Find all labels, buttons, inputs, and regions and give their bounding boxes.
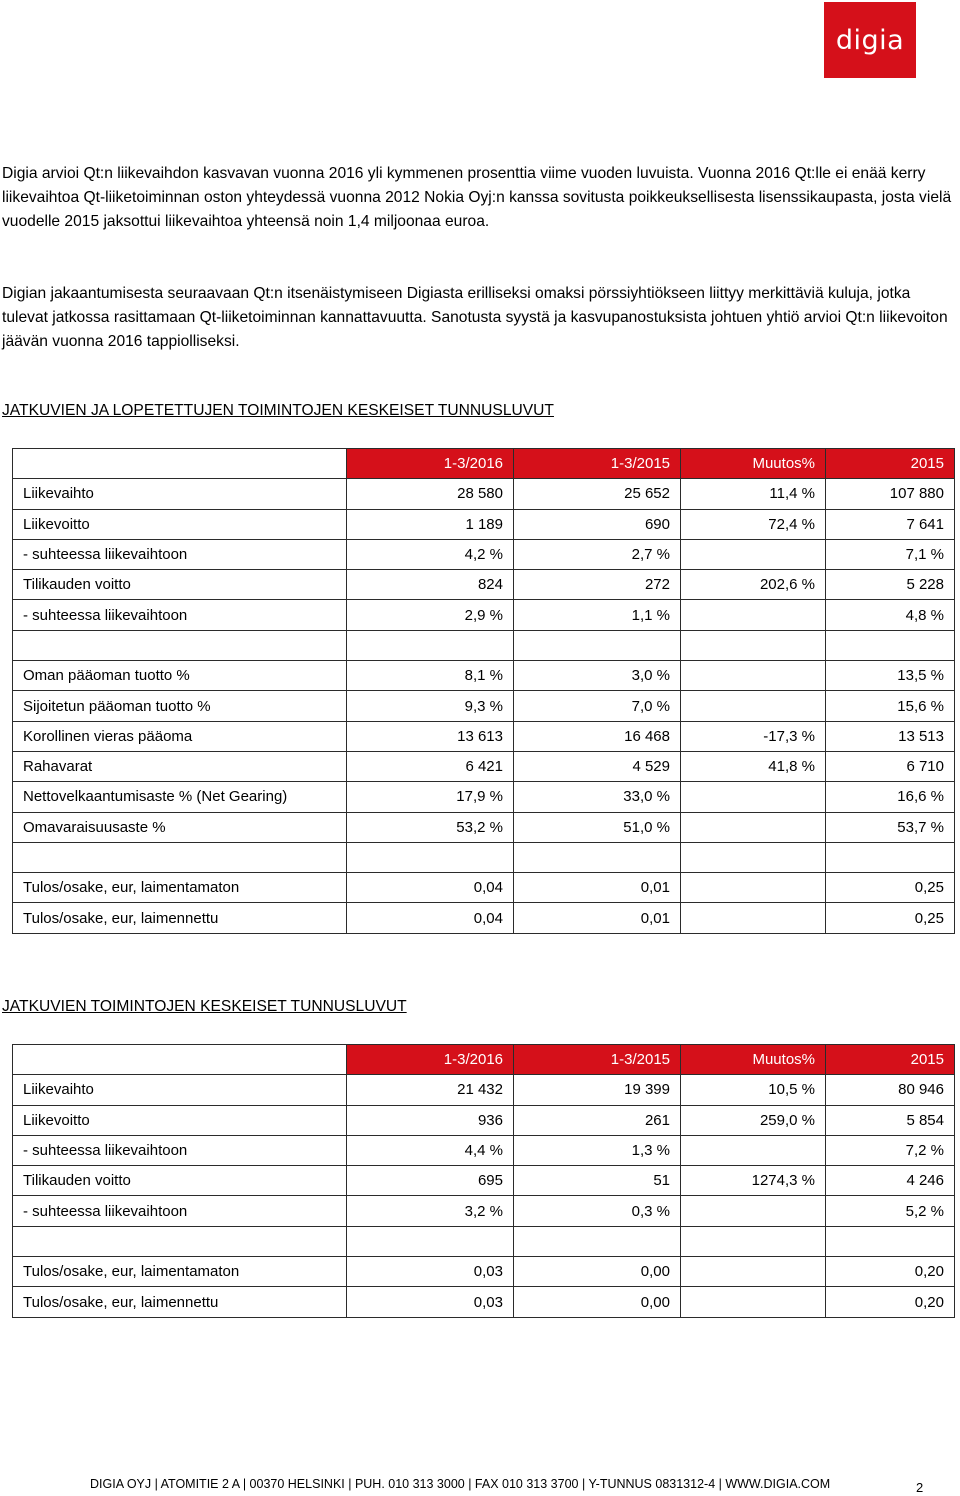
value-cell: 3,0 % [514,661,681,691]
row-label: Oman pääoman tuotto % [13,661,347,691]
value-cell: 51,0 % [514,812,681,842]
column-header: 1-3/2015 [514,1045,681,1075]
table1-title: JATKUVIEN JA LOPETETTUJEN TOIMINTOJEN KESKEISET TUNNUSLUVUT [2,402,554,419]
value-cell: 19 399 [514,1075,681,1105]
column-header: Muutos% [681,1045,826,1075]
value-cell: 17,9 % [347,782,514,812]
row-label: - suhteessa liikevaihtoon [13,600,347,630]
value-cell: 690 [514,509,681,539]
value-cell: 13 613 [347,721,514,751]
value-cell: 695 [347,1166,514,1196]
value-cell [514,630,681,660]
value-cell: 7,1 % [826,539,955,569]
table-row [13,812,955,842]
row-label: Rahavarat [13,751,347,781]
value-cell: 25 652 [514,479,681,509]
value-cell: 16 468 [514,721,681,751]
value-cell: 0,04 [347,873,514,903]
value-cell [347,842,514,872]
table-row [13,539,955,569]
table-row [13,509,955,539]
logo-text: digia [835,24,905,56]
value-cell [514,1226,681,1256]
value-cell: 0,00 [514,1257,681,1287]
column-header: 1-3/2015 [514,449,681,479]
value-cell [347,630,514,660]
table-row [13,1135,955,1165]
value-cell: 10,5 % [681,1075,826,1105]
value-cell [681,873,826,903]
value-cell: 0,03 [347,1257,514,1287]
value-cell: 0,01 [514,903,681,933]
row-label: - suhteessa liikevaihtoon [13,1196,347,1226]
value-cell [347,1226,514,1256]
value-cell: 7,2 % [826,1135,955,1165]
table-row [13,1075,955,1105]
value-cell: 9,3 % [347,691,514,721]
table-row [13,1257,955,1287]
row-label: - suhteessa liikevaihtoon [13,1135,347,1165]
value-cell: 2,9 % [347,600,514,630]
paragraph-separation-costs: Digian jakaantumisesta seuraavaan Qt:n itsenäistymiseen Digiasta erilliseksi omaksi pörssiyhtiökseen liittyy merkittäviä kuluja, jotka tulevat jatkossa rasittamaan Qt-liiketoiminnan kannattavuutta. Sanotusta syystä ja kasvupanostuksista johtuen yhtiö arvioi Qt:n liikevoiton jäävän vuonna 2016 tappiolliseksi. [2,285,948,350]
table-row [13,1196,955,1226]
header-blank-cell [13,1045,347,1075]
row-label: Korollinen vieras pääoma [13,721,347,751]
value-cell: 4,2 % [347,539,514,569]
value-cell [681,539,826,569]
value-cell: 6 710 [826,751,955,781]
value-cell: 0,25 [826,873,955,903]
value-cell [681,903,826,933]
value-cell [681,1257,826,1287]
value-cell: 11,4 % [681,479,826,509]
value-cell: 936 [347,1105,514,1135]
row-label: Tilikauden voitto [13,1166,347,1196]
column-header: 2015 [826,449,955,479]
value-cell: 33,0 % [514,782,681,812]
row-label: Tulos/osake, eur, laimennettu [13,903,347,933]
row-label [13,630,347,660]
value-cell: 53,7 % [826,812,955,842]
value-cell [681,842,826,872]
value-cell [826,842,955,872]
row-label: Sijoitetun pääoman tuotto % [13,691,347,721]
value-cell [681,812,826,842]
value-cell: 0,20 [826,1257,955,1287]
value-cell: 0,04 [347,903,514,933]
header-blank-cell [13,449,347,479]
value-cell [826,630,955,660]
row-label: - suhteessa liikevaihtoon [13,539,347,569]
row-label: Liikevoitto [13,1105,347,1135]
value-cell [681,782,826,812]
row-label: Liikevaihto [13,1075,347,1105]
value-cell: 1274,3 % [681,1166,826,1196]
row-label: Liikevoitto [13,509,347,539]
value-cell [681,1196,826,1226]
table-row [13,661,955,691]
page-number: 2 [916,1480,924,1495]
value-cell [681,1135,826,1165]
value-cell [681,630,826,660]
row-label [13,842,347,872]
table-row [13,751,955,781]
value-cell: 8,1 % [347,661,514,691]
row-label [13,1226,347,1256]
table-row [13,479,955,509]
value-cell: 202,6 % [681,570,826,600]
table-row [13,782,955,812]
row-label: Tulos/osake, eur, laimennettu [13,1287,347,1317]
value-cell: 21 432 [347,1075,514,1105]
value-cell: 4 246 [826,1166,955,1196]
row-label: Tulos/osake, eur, laimentamaton [13,1257,347,1287]
table-row [13,903,955,933]
table-row [13,630,955,660]
value-cell: 6 421 [347,751,514,781]
value-cell: 15,6 % [826,691,955,721]
value-cell: 53,2 % [347,812,514,842]
value-cell: 1,3 % [514,1135,681,1165]
value-cell: 51 [514,1166,681,1196]
value-cell: 7,0 % [514,691,681,721]
value-cell: 72,4 % [681,509,826,539]
value-cell: 80 946 [826,1075,955,1105]
value-cell [681,1287,826,1317]
value-cell: 13 513 [826,721,955,751]
value-cell [826,1226,955,1256]
table-row [13,1226,955,1256]
value-cell: 4,8 % [826,600,955,630]
value-cell [681,1226,826,1256]
row-label: Tilikauden voitto [13,570,347,600]
value-cell: 1 189 [347,509,514,539]
table-row [13,1166,955,1196]
value-cell: 41,8 % [681,751,826,781]
value-cell: 5 228 [826,570,955,600]
value-cell: 272 [514,570,681,600]
table-row [13,873,955,903]
value-cell [514,842,681,872]
value-cell: 0,20 [826,1287,955,1317]
value-cell: 1,1 % [514,600,681,630]
value-cell: 13,5 % [826,661,955,691]
value-cell: 261 [514,1105,681,1135]
value-cell: 4,4 % [347,1135,514,1165]
value-cell: 259,0 % [681,1105,826,1135]
paragraph-outlook: Digia arvioi Qt:n liikevaihdon kasvavan vuonna 2016 yli kymmenen prosenttia viime vuoden luvuista. Vuonna 2016 Qt:lle ei enää kerry liikevaihtoa Qt-liiketoiminnan oston yhteydessä vuonna 2012 Nokia Oyj:n kanssa sovitusta poikkeuksellisesta lisenssikaupasta, josta vielä vuodelle 2015 jaksottui liikevaihtoa yhteensä noin 1,4 miljoonaa euroa. [2,165,952,230]
value-cell [681,691,826,721]
value-cell: 0,03 [347,1287,514,1317]
value-cell: 4 529 [514,751,681,781]
kpi-table-continuing-and-discontinued [12,448,955,934]
table-header-row [13,449,955,479]
row-label: Tulos/osake, eur, laimentamaton [13,873,347,903]
column-header: 1-3/2016 [347,449,514,479]
value-cell: 107 880 [826,479,955,509]
column-header: 2015 [826,1045,955,1075]
column-header: 1-3/2016 [347,1045,514,1075]
kpi-table-continuing [12,1044,955,1318]
table-row [13,721,955,751]
value-cell: 5,2 % [826,1196,955,1226]
digia-logo [824,2,916,78]
table-row [13,1105,955,1135]
column-header: Muutos% [681,449,826,479]
value-cell: 0,25 [826,903,955,933]
table-row [13,1287,955,1317]
table-header-row [13,1045,955,1075]
value-cell: -17,3 % [681,721,826,751]
value-cell: 0,01 [514,873,681,903]
table-row [13,570,955,600]
value-cell: 824 [347,570,514,600]
value-cell: 5 854 [826,1105,955,1135]
value-cell [681,600,826,630]
row-label: Omavaraisuusaste % [13,812,347,842]
table-row [13,600,955,630]
value-cell: 0,00 [514,1287,681,1317]
value-cell: 3,2 % [347,1196,514,1226]
row-label: Liikevaihto [13,479,347,509]
value-cell: 28 580 [347,479,514,509]
footer-company-info: DIGIA OYJ | ATOMITIE 2 A | 00370 HELSINKI | PUH. 010 313 3000 | FAX 010 313 3700 | Y-TUNNUS 0831312-4 | WWW.DIGIA.COM [90,1477,831,1491]
table-row [13,842,955,872]
value-cell: 2,7 % [514,539,681,569]
value-cell: 7 641 [826,509,955,539]
table2-title: JATKUVIEN TOIMINTOJEN KESKEISET TUNNUSLUVUT [2,998,407,1015]
table-row [13,691,955,721]
row-label: Nettovelkaantumisaste % (Net Gearing) [13,782,347,812]
value-cell [681,661,826,691]
value-cell: 0,3 % [514,1196,681,1226]
value-cell: 16,6 % [826,782,955,812]
